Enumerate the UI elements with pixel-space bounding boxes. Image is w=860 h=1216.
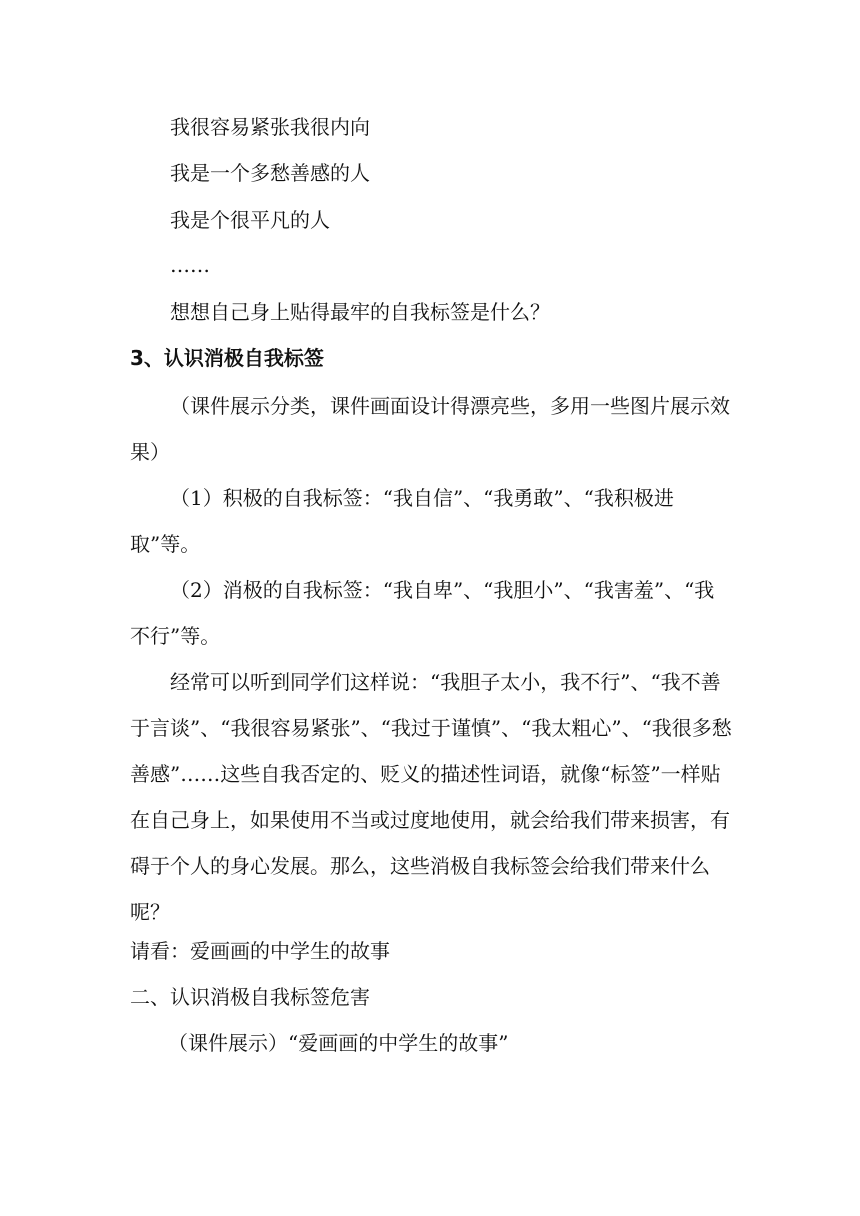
question-line: 想想自己身上贴得最牢的自我标签是什么？ [170, 300, 550, 324]
heading-3: 3、认识消极自我标签 [130, 346, 324, 370]
list-line-1: 我很容易紧张我很内向 [170, 115, 370, 139]
positive-labels: （1）积极的自我标签：“我自信”、“我勇敢”、“我积极进取”等。 [130, 486, 674, 556]
ellipsis-line: …… [170, 253, 210, 277]
list-line-3: 我是个很平凡的人 [170, 208, 330, 232]
section-2-heading: 二、认识消极自我标签危害 [130, 985, 370, 1009]
note-classify: （课件展示分类，课件画面设计得漂亮些，多用一些图片展示效果） [130, 394, 730, 464]
courseware-line: （课件展示）“爱画画的中学生的故事” [168, 1031, 509, 1055]
negative-labels: （2）消极的自我标签：“我自卑”、“我胆小”、“我害羞”、“我不行”等。 [130, 578, 715, 648]
list-line-2: 我是一个多愁善感的人 [170, 161, 370, 185]
explanation-paragraph: 经常可以听到同学们这样说：“我胆子太小，我不行”、“我不善于言谈”、“我很容易紧张”、“我过于谨慎”、“我太粗心”、“我很多愁善感”……这些自我否定的、贬义的描述性词语，就像“标签”一样贴在自己身上，如果使用不当或过度地使用，就会给我们带来损害，有碍于个人的身心发展。那么，这些消极自我标签会给我们带来什么呢？ [130, 670, 732, 924]
please-see-line: 请看：爱画画的中学生的故事 [130, 939, 390, 963]
